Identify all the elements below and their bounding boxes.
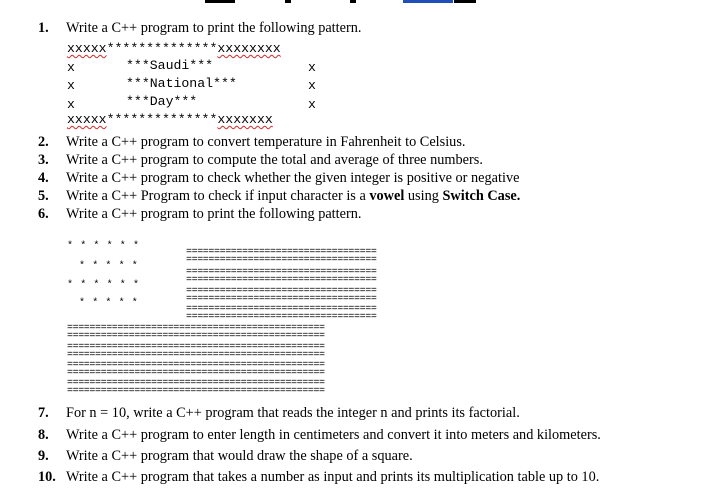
question-2 [38,133,465,151]
equals-row: ================================== [186,312,377,322]
equals-row: ================================== [186,267,377,278]
top-rule-right [350,0,356,3]
question-number: 2. [38,134,49,150]
question-10 [38,468,599,486]
pattern1-line1 [67,41,281,57]
pattern1-x-run: xxxxxxx [217,112,273,127]
question-text: Write a C++ program to enter length in centimeters and convert it into meters and kilometers. [66,427,601,443]
pattern1-x-left: x [67,60,75,75]
pattern1-x-right: x [308,97,316,112]
question-number: 6. [38,206,49,222]
question-text-bold: Switch Case. [442,188,521,204]
top-rule-mid [285,0,291,3]
question-text: Write a C++ program to print the following pattern. [66,20,362,36]
question-8 [38,426,601,444]
equals-row: ================================== [186,286,377,297]
question-text: Write a C++ program to compute the total and average of three numbers. [66,152,483,168]
pattern1-x-left: x [67,97,75,112]
equals-row: ================================== [186,304,377,315]
question-text: Write a C++ program to print the following pattern. [66,206,362,222]
question-text-bold: vowel [369,188,405,204]
equals-row: ================================== [186,275,377,285]
pattern6-equals-long [67,372,511,396]
equals-row: ================================== [186,247,377,258]
question-7 [38,404,520,422]
pattern1-x-right: x [308,60,316,75]
question-text: using [404,188,443,204]
question-text: For n = 10, write a C++ program that reads the integer n and prints its factorial. [66,405,520,421]
equals-row: ============================================== [67,368,325,378]
question-text: Write a C++ Program to check if input character is a [66,188,370,204]
equals-row: ============================================== [67,331,325,341]
top-rule-left [205,0,235,3]
equals-row: ============================================== [67,342,325,353]
question-number: 7. [38,405,49,421]
question-number: 3. [38,152,49,168]
pattern1-day: ***Day*** [126,94,198,109]
pattern1-star-run: ************** [106,112,218,127]
question-number: 10. [38,469,56,485]
pattern1-national: ***National*** [126,76,237,91]
question-number: 9. [38,448,49,464]
pattern1-x-run: xxxxx [67,41,107,56]
question-text: Write a C++ program that takes a number as input and prints its multiplication table up to 10. [66,469,600,485]
pattern1-x-run: xxxxx [67,112,107,127]
question-number: 1. [38,20,49,36]
pattern6-stars-row-3: * * * * * * [67,280,140,291]
equals-row: ============================================== [67,378,325,389]
question-3 [38,151,483,169]
question-text: Write a C++ program that would draw the shape of a square. [66,448,413,464]
question-9 [38,447,413,465]
question-4 [38,169,519,187]
top-rule-end [454,0,476,3]
question-number: 5. [38,188,49,204]
pattern6-stars-row-2: * * * * * [79,261,139,272]
equals-row: ============================================== [67,350,325,360]
equals-row: ================================== [186,294,377,304]
question-text: Write a C++ program to check whether the given integer is positive or negative [66,170,520,186]
pattern6-stars-row-4: * * * * * [79,298,139,309]
question-1 [38,19,361,37]
pattern1-star-run: ************** [106,41,218,56]
equals-row: ============================================== [67,386,325,396]
equals-row: ================================== [186,255,377,265]
question-number: 4. [38,170,49,186]
question-text: Write a C++ program to convert temperature in Fahrenheit to Celsius. [66,134,466,150]
pattern1-x-right: x [308,78,316,93]
question-6 [38,205,361,223]
top-rule-blue [403,0,453,3]
pattern1-saudi: ***Saudi*** [126,58,214,73]
pattern6-stars-row-1: * * * * * * [67,241,140,252]
question-5 [38,187,520,205]
pattern1-x-run: xxxxxxxx [217,41,281,56]
equals-row: ============================================== [67,360,325,371]
pattern1-line5 [67,112,273,128]
equals-row: ============================================== [67,323,325,334]
pattern1-x-left: x [67,78,75,93]
question-number: 8. [38,427,49,443]
